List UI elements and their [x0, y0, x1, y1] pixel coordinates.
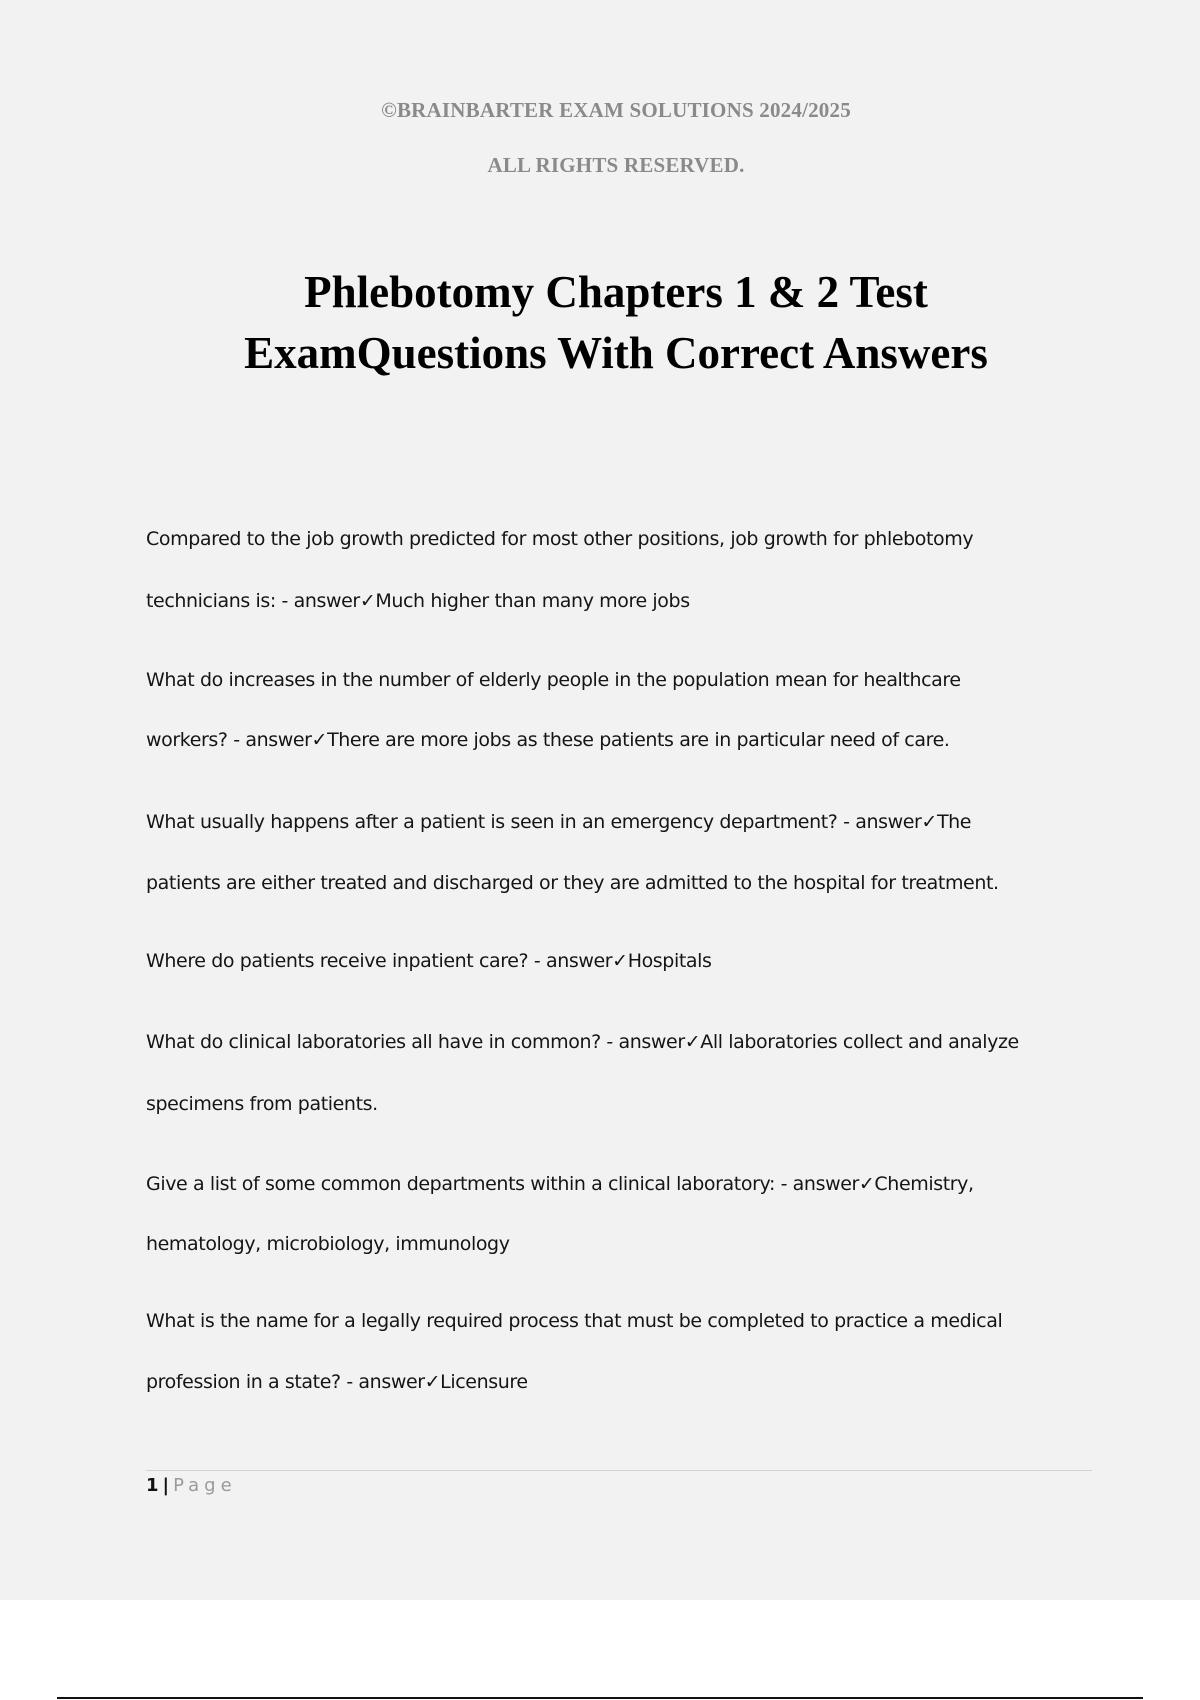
qa-3-line-1: What usually happens after a patient is seen in an emergency department? - answer✓The: [146, 811, 972, 833]
footer-divider: [146, 1470, 1092, 1471]
qa-6-line-2: hematology, microbiology, immunology: [146, 1233, 510, 1255]
qa-5-line-1: What do clinical laboratories all have in common? - answer✓All laboratories collect and analyze: [146, 1031, 1019, 1053]
page-number: [146, 1475, 237, 1496]
qa-4-line-1: Where do patients receive inpatient care? - answer✓Hospitals: [146, 950, 712, 972]
copyright-header: ©BRAINBARTER EXAM SOLUTIONS 2024/2025: [381, 98, 851, 122]
qa-6-line-1: Give a list of some common departments within a clinical laboratory: - answer✓Chemistry,: [146, 1173, 974, 1195]
qa-5-line-2: specimens from patients.: [146, 1093, 378, 1115]
qa-7-line-2: profession in a state? - answer✓Licensure: [146, 1371, 528, 1393]
qa-2-line-1: What do increases in the number of elderly people in the population mean for healthcare: [146, 669, 961, 691]
next-page-top-rule: [57, 1697, 1143, 1699]
qa-1-line-2: technicians is: - answer✓Much higher than many more jobs: [146, 590, 690, 612]
qa-3-line-2: patients are either treated and discharged or they are admitted to the hospital for treatment.: [146, 872, 999, 894]
document-title: [0, 262, 1200, 384]
rights-reserved-header: ALL RIGHTS RESERVED.: [487, 153, 745, 177]
qa-7-line-1: What is the name for a legally required process that must be completed to practice a medical: [146, 1310, 1003, 1332]
document-title-line-1: Phlebotomy Chapters 1 & 2 Test: [304, 267, 928, 317]
page-number-value: 1: [146, 1475, 159, 1496]
page-label: Page: [173, 1475, 237, 1496]
document-title-line-2: ExamQuestions With Correct Answers: [244, 328, 988, 378]
page-number-separator: |: [162, 1475, 170, 1496]
qa-2-line-2: workers? - answer✓There are more jobs as these patients are in particular need of care.: [146, 729, 950, 751]
qa-1-line-1: Compared to the job growth predicted for most other positions, job growth for phlebotomy: [146, 528, 974, 550]
